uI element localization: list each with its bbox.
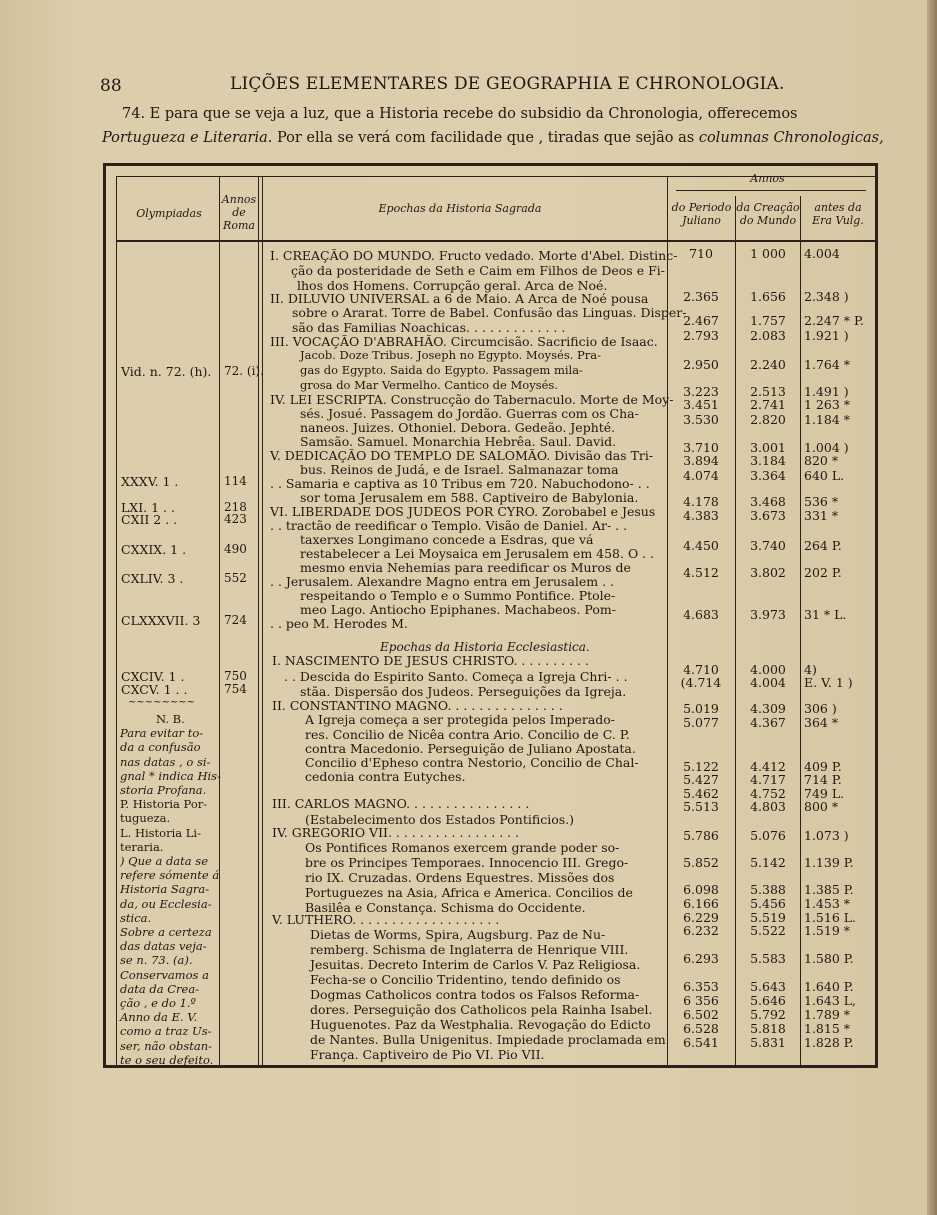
year-periodo-juliano: 6.232 (683, 923, 719, 938)
year-criacao-mundo: 3.001 (750, 440, 786, 455)
year-periodo-juliano: 4.683 (683, 607, 719, 622)
book-spine (927, 0, 937, 1215)
nb-note-line: como a traz Us- (120, 1024, 212, 1039)
year-antes-era: 1.828 P. (804, 1035, 854, 1050)
ecclesiastica-line: Huguenotes. Paz da Westphalia. Revogação do Edicto (310, 1017, 651, 1032)
year-antes-era: 1.516 L. (804, 910, 857, 925)
year-antes-era: 1 263 * (804, 397, 851, 412)
year-periodo-juliano: 6.353 (683, 979, 719, 994)
nb-note-line: te o seu defeito. (120, 1052, 214, 1067)
ecclesiastica-line: III. CARLOS MAGNO. . . . . . . . . . . . . . . . (272, 796, 530, 811)
sagrada-line: . . Jerusalem. Alexandre Magno entra em Jerusalem . . (270, 574, 615, 589)
ecclesiastica-line: res. Concilio de Nicêa contra Ario. Concilio de C. P. (305, 727, 630, 742)
sagrada-line: bus. Reinos de Judá, e de Israel. Salmanazar toma (300, 462, 619, 477)
year-antes-era: E. V. 1 ) (804, 675, 853, 690)
header-criacao (736, 201, 800, 227)
year-periodo-juliano: 6.229 (683, 910, 719, 925)
nb-note-line: Conservamos a (120, 967, 209, 982)
year-antes-era: 1.519 * (804, 923, 851, 938)
nb-note-line: nas datas , o si- (120, 754, 211, 769)
nb-note-line: se n. 73. (a). (120, 953, 193, 968)
year-criacao-mundo: 4.803 (750, 799, 786, 814)
ecclesiastica-line: Concilio d'Epheso contra Nestorio, Concilio de Chal- (305, 755, 639, 770)
header-antes (801, 201, 875, 227)
sagrada-line: ção da posteridade de Seth e Caim em Filhos de Deos e Fi- (291, 263, 665, 278)
ecclesiastica-line: IV. GREGORIO VII. . . . . . . . . . . . . . . . . (272, 825, 520, 840)
anno-roma: 754 (224, 682, 247, 696)
year-antes-era: 409 P. (804, 759, 842, 774)
year-periodo-juliano: 5.427 (683, 772, 719, 787)
year-criacao-mundo: 2.083 (750, 328, 786, 343)
anno-roma: 552 (224, 571, 247, 585)
sagrada-line: I. CREAÇÃO DO MUNDO. Fructo vedado. Morte d'Abel. Distinc- (270, 248, 678, 263)
sagrada-line: III. VOCAÇÃO D'ABRAHÃO. Circumcisão. Sacrificio de Isaac. (270, 334, 658, 349)
ecclesiastica-line: Dietas de Worms, Spira, Augsburg. Paz de Nu- (310, 927, 606, 942)
year-criacao-mundo: 4.309 (750, 701, 786, 716)
sagrada-line: gas do Egypto. Saida do Egypto. Passagem mila- (300, 363, 583, 377)
year-criacao-mundo: 5.519 (750, 910, 786, 925)
nb-note-line: refere sómente á (120, 868, 220, 883)
year-periodo-juliano: 5.077 (683, 715, 719, 730)
year-antes-era: 1.764 * (804, 357, 851, 372)
year-antes-era: 1.921 ) (804, 328, 849, 343)
year-criacao-mundo: 4.000 (750, 662, 786, 677)
year-antes-era: 1.789 * (804, 1007, 851, 1022)
year-criacao-mundo: 3.468 (750, 494, 786, 509)
nb-note-line: da a confusão (120, 740, 201, 755)
year-antes-era: 1.184 * (804, 412, 851, 427)
header-criacao-2: do Mundo (739, 214, 797, 227)
olympiad-label: LXI. 1 . . (121, 500, 175, 515)
year-antes-era: 1.640 P. (804, 979, 854, 994)
sagrada-line: sobre o Ararat. Torre de Babel. Confusão das Linguas. Disper- (292, 305, 687, 320)
year-antes-era: 749 L. (804, 786, 845, 801)
year-periodo-juliano: 4.512 (683, 565, 719, 580)
sagrada-line: II. DILUVIO UNIVERSAL a 6 de Maio. A Arca de Noé pousa (270, 291, 649, 306)
nb-note-line: Para evitar to- (120, 726, 204, 741)
ecclesiastica-line: França. Captiveiro de Pio VI. Pio VII. (310, 1047, 545, 1062)
year-criacao-mundo: 3.740 (750, 538, 786, 553)
header-antes-1: antes da (814, 201, 862, 214)
header-epochas: Epochas da Historia Sagrada (378, 202, 542, 215)
year-periodo-juliano: 3.710 (683, 440, 719, 455)
year-criacao-mundo: 4.412 (750, 759, 786, 774)
ecclesiastica-line: contra Macedonio. Perseguição de Juliano Apostata. (305, 741, 636, 756)
year-criacao-mundo: 5.643 (750, 979, 786, 994)
nb-note-line: storia Profana. (120, 783, 207, 797)
year-antes-era: 820 * (804, 453, 839, 468)
year-periodo-juliano: 3.223 (683, 384, 719, 399)
year-periodo-juliano: 6.166 (683, 896, 719, 911)
sagrada-line: são das Familias Noachicas. . . . . . . . . . . . . (292, 320, 566, 335)
ecclesiastica-line: (Estabelecimento dos Estados Pontificios.) (305, 812, 574, 827)
intro-paragraph-line-1: 74. E para que se veja a luz, que a Historia recebe do subsidio da Chronologia, offerecemos (122, 106, 798, 122)
ecclesiastica-line: . . Descida do Espirito Santo. Começa a Igreja Chri- . . (284, 669, 628, 684)
nb-note-line: gnal * indica His- (120, 768, 221, 783)
running-head: LIÇÕES ELEMENTARES DE GEOGRAPHIA E CHRONOLOGIA. (230, 74, 785, 94)
year-criacao-mundo: 4.717 (750, 772, 786, 787)
year-criacao-mundo: 5.818 (750, 1021, 786, 1036)
nb-divider: ~~~~~~~~ (128, 697, 196, 708)
nb-note-line: Historia Sagra- (120, 882, 210, 897)
year-periodo-juliano: 6.528 (683, 1021, 719, 1036)
nb-note-line: ) Que a data se (120, 854, 209, 868)
table-rule-header (116, 240, 878, 242)
page-number: 88 (100, 76, 122, 96)
year-periodo-juliano: 3.894 (683, 453, 719, 468)
ecclesiastica-line: de Nantes. Bulla Unigenitus. Impiedade proclamada em (310, 1032, 666, 1047)
ecclesiastica-line: A Igreja começa a ser protegida pelos Imperado- (305, 712, 616, 727)
year-antes-era: 1.815 * (804, 1021, 851, 1036)
year-criacao-mundo: 2.741 (750, 397, 786, 412)
year-antes-era: 264 P. (804, 538, 842, 553)
olympiad-label: XXXV. 1 . (121, 474, 179, 489)
year-antes-era: 800 * (804, 799, 839, 814)
sagrada-line: mesmo envia Nehemias para reedificar os Muros de (300, 560, 631, 575)
year-periodo-juliano: 5.786 (683, 828, 719, 843)
ecclesiastica-line: remberg. Schisma de Inglaterra de Henrique VIII. (310, 942, 629, 957)
anno-roma: 218 (224, 500, 247, 514)
nb-note-line: stica. (120, 910, 152, 925)
sagrada-line: Samsão. Samuel. Monarchia Hebrêa. Saul. David. (300, 434, 617, 449)
annos-brace (676, 190, 866, 191)
year-antes-era: 1.643 L, (804, 993, 857, 1008)
ecclesiastica-line: dores. Perseguição dos Catholicos pela Rainha Isabel. (310, 1002, 653, 1017)
nb-note-line: Sobre a certeza (120, 925, 212, 939)
year-criacao-mundo: 5.831 (750, 1035, 786, 1050)
nb-note-line: L. Historia Li- (120, 825, 201, 840)
olympiad-label: CXLIV. 3 . (121, 571, 184, 586)
year-periodo-juliano: 5.019 (683, 701, 719, 716)
year-periodo-juliano: 4.710 (683, 662, 719, 677)
nb-note-line: ção , e do 1.º (120, 996, 196, 1010)
year-criacao-mundo: 2.240 (750, 357, 786, 372)
year-criacao-mundo: 5.076 (750, 828, 786, 843)
year-criacao-mundo: 5.142 (750, 855, 786, 870)
year-criacao-mundo: 5.522 (750, 923, 786, 938)
year-criacao-mundo: 3.973 (750, 607, 786, 622)
intro-italic-a: Portugueza e Literaria. (102, 130, 273, 146)
year-antes-era: 2.247 * P. (804, 313, 864, 328)
anno-roma: 750 (224, 669, 247, 683)
ecclesiastica-line: V. LUTHERO. . . . . . . . . . . . . . . . . . . (272, 912, 500, 927)
year-periodo-juliano: 6.098 (683, 882, 719, 897)
nb-note-line: data da Crea- (120, 981, 200, 996)
year-criacao-mundo: 5.583 (750, 951, 786, 966)
year-antes-era: 1.139 P. (804, 855, 854, 870)
year-periodo-juliano: 710 (689, 246, 713, 261)
header-periodo-1: do Periodo (671, 201, 732, 214)
year-criacao-mundo: 1.757 (750, 313, 786, 328)
olympiad-label: CXCV. 1 . . (121, 682, 188, 697)
year-criacao-mundo: 4.752 (750, 786, 786, 801)
header-annos-roma-3: Roma (223, 219, 255, 232)
year-criacao-mundo: 5.646 (750, 993, 786, 1008)
year-periodo-juliano: 2.793 (683, 328, 719, 343)
nb-note-line: da, ou Ecclesia- (120, 896, 212, 911)
year-criacao-mundo: 4.004 (750, 675, 786, 690)
year-periodo-juliano: 5.462 (683, 786, 719, 801)
year-antes-era: 306 ) (804, 701, 837, 716)
header-annos-roma (219, 193, 259, 232)
nb-note-line: Anno da E. V. (120, 1010, 198, 1025)
year-periodo-juliano: 3.530 (683, 412, 719, 427)
year-antes-era: 1.004 ) (804, 440, 849, 455)
year-criacao-mundo: 1 000 (750, 246, 786, 261)
ecclesiastica-line: Fecha-se o Concilio Tridentino, tendo definido os (310, 972, 621, 987)
year-antes-era: 1.580 P. (804, 951, 854, 966)
col-rule-criacao (800, 196, 801, 1068)
year-periodo-juliano: 6 356 (683, 993, 719, 1008)
year-periodo-juliano: 6.502 (683, 1007, 719, 1022)
header-antes-2: Era Vulg. (812, 214, 864, 227)
col-rule-roma-double (262, 176, 263, 1068)
year-antes-era: 364 * (804, 715, 839, 730)
year-criacao-mundo: 5.388 (750, 882, 786, 897)
intro-roman: Por ella se verá com facilidade que , tiradas que sejão as (272, 130, 699, 146)
intro-paragraph-line-2 (102, 130, 884, 146)
ecclesiastica-line: Jesuitas. Decreto Interim de Carlos V. Paz Religiosa. (310, 957, 641, 972)
year-periodo-juliano: 4.450 (683, 538, 719, 553)
sagrada-line: restabelecer a Lei Moysaica em Jerusalem em 458. O . . (300, 546, 655, 561)
olympiad-label: CXII 2 . . (121, 512, 178, 527)
sagrada-line: . . peo M. Herodes M. (270, 616, 408, 631)
olympiad-label: CXCIV. 1 . (121, 669, 185, 684)
year-antes-era: 1.453 * (804, 896, 851, 911)
ecclesiastica-line: I. NASCIMENTO DE JESUS CHRISTO. . . . . . . . . . (272, 653, 589, 668)
olympiad-label: CLXXXVII. 3 (121, 613, 201, 628)
nb-note-line: ser, não obstan- (120, 1038, 213, 1053)
col-rule-roma (258, 176, 259, 1068)
year-criacao-mundo: 5.792 (750, 1007, 786, 1022)
ecclesiastica-line: bre os Principes Temporaes. Innocencio III. Grego- (305, 855, 629, 870)
year-criacao-mundo: 3.184 (750, 453, 786, 468)
anno-roma: 423 (224, 512, 247, 526)
ecclesiastica-line: Portuguezes na Asia, Africa e America. Concilios de (305, 885, 633, 900)
year-periodo-juliano: (4.714 (680, 675, 722, 690)
year-periodo-juliano: 2.950 (683, 357, 719, 372)
col-rule-olympiadas (219, 176, 220, 1068)
sagrada-line: IV. LEI ESCRIPTA. Construcção do Tabernaculo. Morte de Moy- (270, 392, 674, 407)
sagrada-line: sés. Josué. Passagem do Jordão. Guerras com os Cha- (300, 406, 639, 421)
sagrada-line: V. DEDICAÇÃO DO TEMPLO DE SALOMÃO. Divisão das Tri- (270, 448, 654, 463)
sagrada-line: grosa do Mar Vermelho. Cantico de Moysés. (300, 378, 558, 392)
year-criacao-mundo: 3.364 (750, 468, 786, 483)
header-olympiadas: Olympiadas (136, 207, 202, 220)
nb-note-line: P. Historia Por- (120, 797, 208, 812)
year-criacao-mundo: 4.367 (750, 715, 786, 730)
year-periodo-juliano: 2.467 (683, 313, 719, 328)
olympiad-label: CXXIX. 1 . (121, 542, 187, 557)
nb-note-line: N. B. (156, 712, 185, 726)
year-periodo-juliano: 5.852 (683, 855, 719, 870)
ecclesiastica-line: Basilêa e Constança. Schisma do Occidente. (305, 900, 586, 915)
sagrada-line: taxerxes Longimano concede a Esdras, que vá (300, 532, 594, 547)
year-antes-era: 202 P. (804, 565, 842, 580)
header-annos-roma-1: Annos (221, 193, 257, 206)
anno-roma: 72. (i). (224, 364, 264, 378)
year-criacao-mundo: 2.513 (750, 384, 786, 399)
sagrada-line: lhos dos Homens. Corrupção geral. Arca de Noé. (297, 278, 608, 293)
year-criacao-mundo: 3.802 (750, 565, 786, 580)
olympiad-label: Vid. n. 72. (h). (121, 364, 212, 379)
year-periodo-juliano: 4.074 (683, 468, 719, 483)
year-antes-era: 331 * (804, 508, 839, 523)
year-periodo-juliano: 5.513 (683, 799, 719, 814)
header-periodo (668, 201, 735, 227)
table-rule-bottom (116, 1066, 878, 1067)
ecclesiastica-line: stãa. Dispersão dos Judeos. Perseguições da Igreja. (300, 684, 627, 699)
nb-note-line: tugueza. (120, 811, 171, 826)
nb-note-line: teraria. (120, 839, 164, 854)
sagrada-line: VI. LIBERDADE DOS JUDEOS POR CYRO. Zorobabel e Jesus (270, 504, 656, 519)
year-periodo-juliano: 6.541 (683, 1035, 719, 1050)
anno-roma: 490 (224, 542, 247, 556)
anno-roma: 724 (224, 613, 247, 627)
ecclesiastica-line: II. CONSTANTINO MAGNO. . . . . . . . . . . . . . . (272, 698, 563, 713)
sagrada-line: respeitando o Templo e o Summo Pontifice. Ptole- (300, 588, 616, 603)
year-criacao-mundo: 1.656 (750, 289, 786, 304)
header-annos-roma-2: de (232, 206, 246, 219)
nb-note-line: das datas veja- (120, 939, 207, 954)
header-periodo-2: Juliano (682, 214, 721, 227)
intro-italic-c: columnas Chronologicas, (698, 130, 884, 146)
ecclesiastica-title: Epochas da Historia Ecclesiastica. (380, 640, 590, 654)
year-criacao-mundo: 3.673 (750, 508, 786, 523)
sagrada-line: . . Samaria e captiva as 10 Tribus em 720. Nabuchodono- . . (270, 476, 650, 491)
year-antes-era: 536 * (804, 494, 839, 509)
anno-roma: 114 (224, 474, 247, 488)
year-antes-era: 31 * L. (804, 607, 847, 622)
year-periodo-juliano: 5.122 (683, 759, 719, 774)
col-rule-periodo (735, 196, 736, 1068)
table-rule-left-inner (116, 176, 117, 1068)
ecclesiastica-line: Dogmas Catholicos contra todos os Falsos Reforma- (310, 987, 640, 1002)
year-criacao-mundo: 2.820 (750, 412, 786, 427)
sagrada-line: naneos. Juizes. Othoniel. Debora. Gedeão. Jephté. (300, 420, 616, 435)
year-periodo-juliano: 4.178 (683, 494, 719, 509)
year-antes-era: 4) (804, 662, 817, 677)
year-antes-era: 714 P. (804, 772, 842, 787)
sagrada-line: sor toma Jerusalem em 588. Captiveiro de Babylonia. (300, 490, 639, 505)
year-antes-era: 1.073 ) (804, 828, 849, 843)
sagrada-line: Jacob. Doze Tribus. Joseph no Egypto. Moysés. Pra- (300, 348, 602, 362)
sagrada-line: meo Lago. Antiocho Epiphanes. Machabeos. Pom- (300, 602, 616, 617)
ecclesiastica-line: rio IX. Cruzadas. Ordens Equestres. Missões dos (305, 870, 615, 885)
year-periodo-juliano: 4.383 (683, 508, 719, 523)
year-antes-era: 640 L. (804, 468, 845, 483)
sagrada-line: . . tractão de reedificar o Templo. Visão de Daniel. Ar- . . (270, 518, 628, 533)
year-periodo-juliano: 2.365 (683, 289, 719, 304)
header-annos: Annos (750, 172, 785, 185)
year-criacao-mundo: 5.456 (750, 896, 786, 911)
year-antes-era: 1.385 P. (804, 882, 854, 897)
year-antes-era: 2.348 ) (804, 289, 849, 304)
year-antes-era: 1.491 ) (804, 384, 849, 399)
year-antes-era: 4.004 (804, 246, 840, 261)
year-periodo-juliano: 3.451 (683, 397, 719, 412)
ecclesiastica-line: Os Pontifices Romanos exercem grande poder so- (305, 840, 620, 855)
year-periodo-juliano: 6.293 (683, 951, 719, 966)
ecclesiastica-line: cedonia contra Eutyches. (305, 769, 466, 784)
header-criacao-1: da Creação (736, 201, 800, 214)
